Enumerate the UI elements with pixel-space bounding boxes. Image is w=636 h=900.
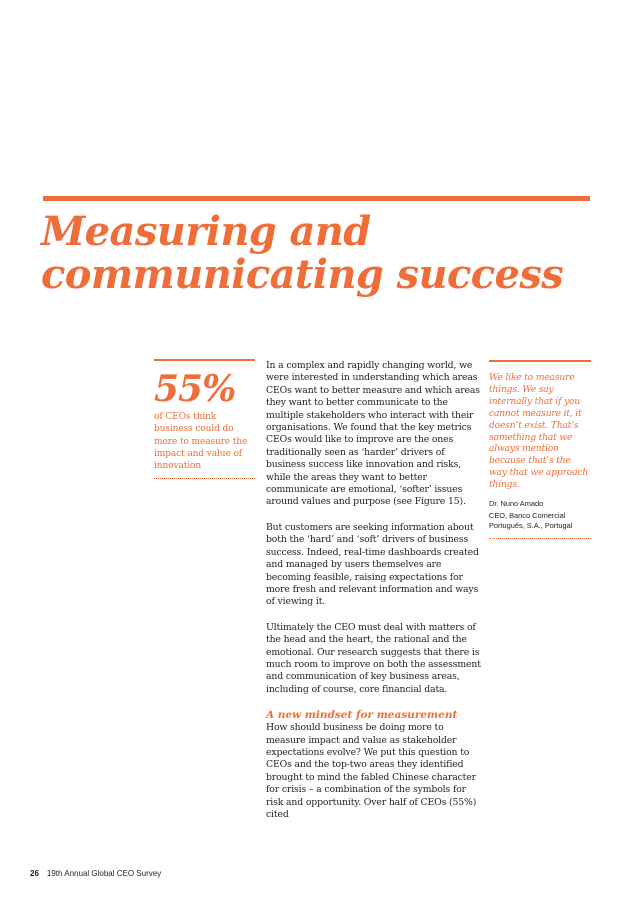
quote-attribution-name: Dr. Nuno Amado [489, 499, 544, 509]
quote-attribution-role: CEO, Banco Comercial Português, S.A., Portugal [489, 511, 573, 530]
body-text-column [266, 360, 483, 834]
title-top-rule [43, 196, 590, 201]
section-subheading: A new mindset for measurement [266, 709, 458, 722]
body-paragraph-1: In a complex and rapidly changing world, we were interested in understanding which areas CEOs want to better measure and which areas they want to better communicate to the multiple stakeholders who interact with their organisations. We found that the key metrics CEOs would like to improve are the ones traditionally seen as ‘harder’ drivers of business success like innovation and risks, while the areas they want to better communicate are emotional, ‘softer’ issues around values and purpose (see Figure 15). [266, 360, 480, 508]
body-paragraph-3: Ultimately the CEO must deal with matters of the head and the heart, the rational and the emotional. Our research suggests that there is much room to improve on both the assessment and communication of key business areas, including of course, core financial data. [266, 621, 481, 695]
stat-top-rule [154, 359, 255, 361]
page-title-line-2: communicating success [41, 251, 564, 298]
pull-quote [489, 360, 591, 539]
quote-dotted-divider [489, 538, 591, 539]
page-footer [30, 869, 161, 878]
quote-top-rule [489, 360, 591, 362]
page-title [41, 210, 563, 296]
publication-name: 19th Annual Global CEO Survey [46, 869, 162, 878]
stat-dotted-divider [154, 478, 255, 479]
quote-text: We like to measure things. We say internally that if you cannot measure it, it doesn’t exist. That’s something that we always mention because that’s the way that we approach things. [489, 373, 589, 491]
stat-value: 55% [154, 368, 236, 410]
body-paragraph-4: How should business be doing more to measure impact and value as stakeholder expectations evolve? We put this question to CEOs and the top-two areas they identified brought to mind the fabled Chinese character for crisis – a combination of the symbols for risk and opportunity. Over half of CEOs (55%) cited [266, 722, 477, 820]
body-paragraph-2: But customers are seeking information about both the ‘hard’ and ‘soft’ drivers of business success. Indeed, real-time dashboards created and managed by users themselves are becoming feasible, raising expectations for more fresh and relevant information and ways of viewing it. [266, 521, 479, 608]
stat-callout [154, 359, 255, 479]
stat-caption: of CEOs think business could do more to measure the impact and value of innovation [154, 412, 248, 472]
page-number: 26 [30, 869, 39, 878]
page-title-line-1: Measuring and [41, 208, 371, 255]
